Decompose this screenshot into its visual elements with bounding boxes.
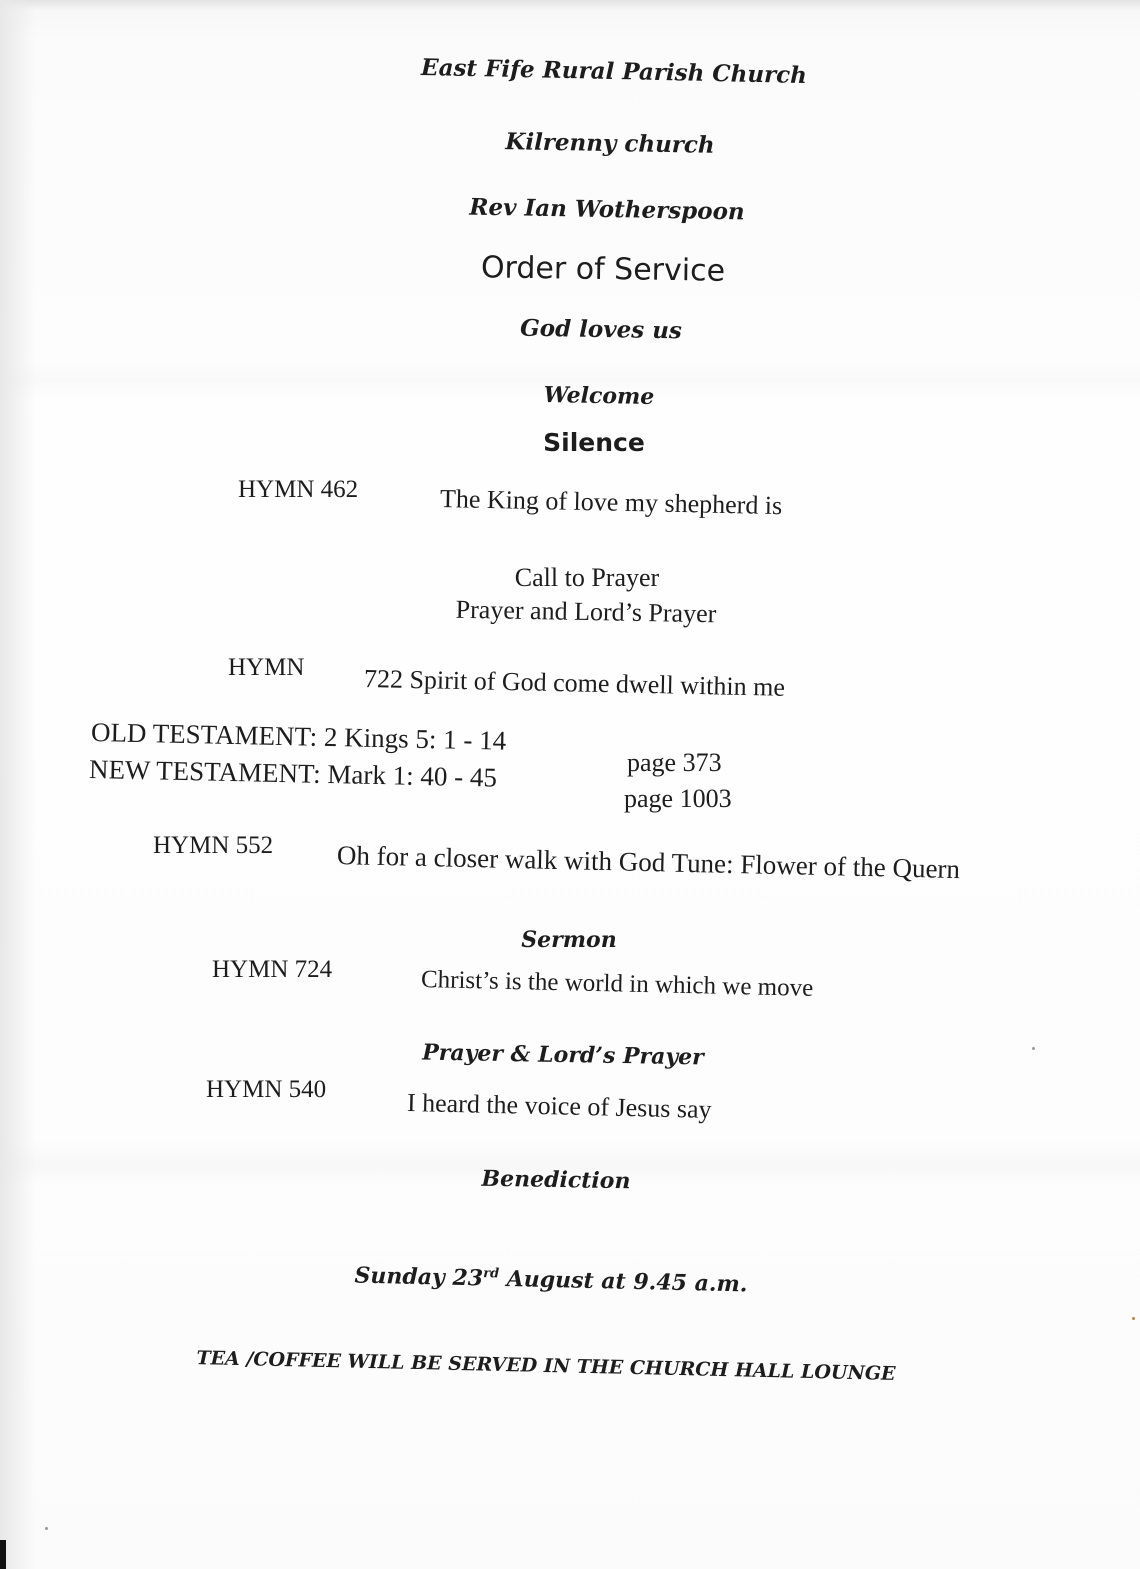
date-ordinal: rd bbox=[483, 1266, 500, 1282]
church-location: Kilrenny church bbox=[505, 128, 715, 159]
prayer-and-lords-prayer: Prayer and Lord’s Prayer bbox=[455, 594, 717, 629]
new-testament-page: page 1003 bbox=[624, 784, 732, 813]
church-name: East Fife Rural Parish Church bbox=[420, 53, 808, 90]
motto: God loves us bbox=[519, 314, 683, 345]
date-rest: August at 9.45 a.m. bbox=[498, 1265, 748, 1298]
hymn-722-title: 722 Spirit of God come dwell within me bbox=[363, 664, 786, 702]
refreshments-notice: TEA /COFFEE WILL BE SERVED IN THE CHURCH HALL LOUNGE bbox=[196, 1347, 896, 1385]
welcome: Welcome bbox=[543, 382, 655, 410]
paper-left-edge bbox=[0, 0, 36, 1569]
speck bbox=[1132, 1317, 1135, 1320]
benediction: Benediction bbox=[481, 1165, 631, 1195]
date-day: Sunday 23 bbox=[354, 1262, 484, 1292]
hymn-462-label: HYMN 462 bbox=[238, 476, 359, 503]
hymn-722-label: HYMN bbox=[228, 654, 305, 681]
hymn-540-label: HYMN 540 bbox=[206, 1076, 327, 1103]
minister-name: Rev Ian Wotherspoon bbox=[469, 193, 745, 226]
silence: Silence bbox=[543, 428, 645, 457]
prayer-and-lords-prayer-2: Prayer & Lord’s Prayer bbox=[422, 1039, 704, 1071]
paper-top-edge bbox=[0, 0, 1140, 10]
hymn-552-label: HYMN 552 bbox=[153, 832, 274, 859]
hymn-540-title: I heard the voice of Jesus say bbox=[406, 1088, 712, 1124]
hymn-552-title: Oh for a closer walk with God Tune: Flower of the Quern bbox=[336, 840, 961, 885]
hymn-724-title: Christ’s is the world in which we move bbox=[420, 966, 814, 1002]
call-to-prayer: Call to Prayer bbox=[514, 563, 660, 592]
hymn-724-label: HYMN 724 bbox=[212, 956, 333, 983]
speck bbox=[45, 1527, 48, 1530]
old-testament-page: page 373 bbox=[627, 748, 722, 777]
sermon: Sermon bbox=[521, 927, 617, 953]
hymn-462-title: The King of love my shepherd is bbox=[439, 484, 783, 521]
page-title: Order of Service bbox=[480, 250, 726, 289]
scan-corner-mark bbox=[0, 1540, 6, 1569]
old-testament-reading: OLD TESTAMENT: 2 Kings 5: 1 - 14 bbox=[90, 717, 507, 756]
speck bbox=[1032, 1047, 1035, 1050]
new-testament-reading: NEW TESTAMENT: Mark 1: 40 - 45 bbox=[88, 754, 498, 793]
